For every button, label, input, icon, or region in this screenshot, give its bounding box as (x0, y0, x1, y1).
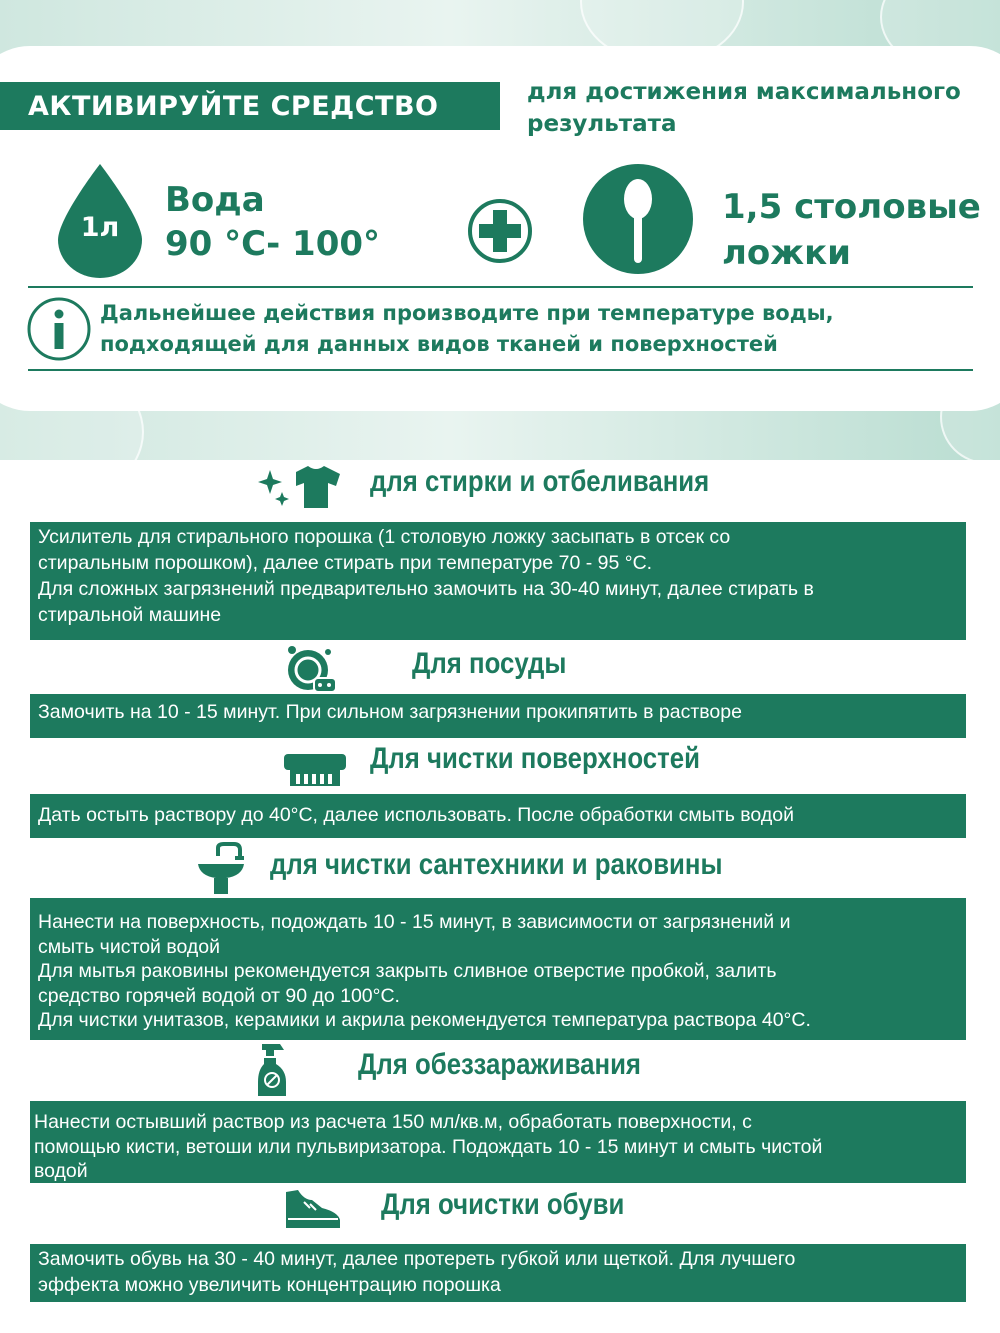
section-title-dishes: Для посуды (412, 647, 567, 680)
plus-icon (467, 198, 533, 264)
text-line: водой (34, 1160, 88, 1182)
sink-icon (196, 842, 246, 896)
water-label: Вода (165, 180, 265, 220)
text-line: помощью кисти, ветоши или пульвиризатора. Подождать 10 - 15 минут и смыть чистой (34, 1135, 823, 1158)
shirt-sparkle-icon (256, 462, 344, 510)
info-line: подходящей для данных видов тканей и поверхностей (100, 332, 778, 356)
text-line: эффекта можно увеличить концентрацию порошка (38, 1274, 501, 1296)
water-temperature: 90 °С- 100° (165, 224, 381, 264)
info-line: Дальнейшее действия производите при температуре воды, (100, 301, 834, 325)
text-line: Замочить на 10 - 15 минут. При сильном загрязнении прокипятить в растворе (38, 701, 742, 723)
text-line: средство горячей водой от 90 до 100°С. (38, 984, 400, 1007)
section-text-dishes (30, 694, 966, 738)
text-line: Для чистки унитазов, керамики и акрила рекомендуется температура раствора 40°С. (38, 1009, 811, 1031)
section-title-plumbing: для чистки сантехники и раковины (270, 848, 723, 881)
spoon-unit: ложки (722, 233, 851, 273)
text-line: Для мытья раковины рекомендуется закрыть сливное отверстие пробкой, залить (38, 960, 777, 982)
section-text-laundry (30, 522, 966, 640)
spoon-amount: 1,5 столовые (722, 187, 981, 227)
brush-icon (282, 750, 348, 790)
info-icon (26, 296, 92, 362)
spray-bottle-icon (254, 1042, 290, 1098)
spoon-icon (582, 163, 694, 275)
text-line: смыть чистой водой (38, 935, 221, 958)
info-note (100, 298, 980, 360)
text-line: стиральным порошком), далее стирать при температуре 70 - 95 °С. (38, 552, 653, 574)
water-info (165, 178, 380, 266)
activation-title: АКТИВИРУЙТЕ СРЕДСТВО (0, 82, 500, 130)
divider-top (28, 286, 973, 288)
water-volume-label: 1л (80, 212, 120, 243)
section-title-disinfection: Для обеззараживания (358, 1048, 641, 1081)
section-title-surfaces: Для чистки поверхностей (370, 742, 700, 775)
section-text-surfaces (30, 794, 966, 838)
section-text-plumbing (30, 898, 966, 1040)
divider-bottom (28, 369, 973, 371)
dishes-icon (284, 644, 338, 696)
sneaker-icon (282, 1186, 342, 1230)
section-text-shoes (30, 1244, 966, 1302)
text-line: Замочить обувь на 30 - 40 минут, далее протереть губкой или щеткой. Для лучшего (38, 1248, 796, 1270)
text-line: Дать остыть раствору до 40°С, далее использовать. После обработки смыть водой (38, 804, 794, 826)
text-line: Для сложных загрязнений предварительно замочить на 30-40 минут, далее стирать в (38, 578, 814, 600)
section-title-shoes: Для очистки обуви (381, 1188, 625, 1221)
text-line: стиральной машине (38, 604, 222, 626)
text-line: Усилитель для стирального порошка (1 столовую ложку засыпать в отсек со (38, 526, 731, 548)
text-line: Нанести на поверхность, подождать 10 - 15 минут, в зависимости от загрязнений и (38, 911, 791, 933)
text-line: Нанести остывший раствор из расчета 150 мл/кв.м, обработать поверхности, с (34, 1111, 752, 1133)
section-title-laundry: для стирки и отбеливания (370, 465, 710, 498)
section-text-disinfection (30, 1101, 966, 1183)
spoon-info (722, 184, 981, 276)
activation-subtitle: для достижения максимального результата (527, 79, 961, 137)
